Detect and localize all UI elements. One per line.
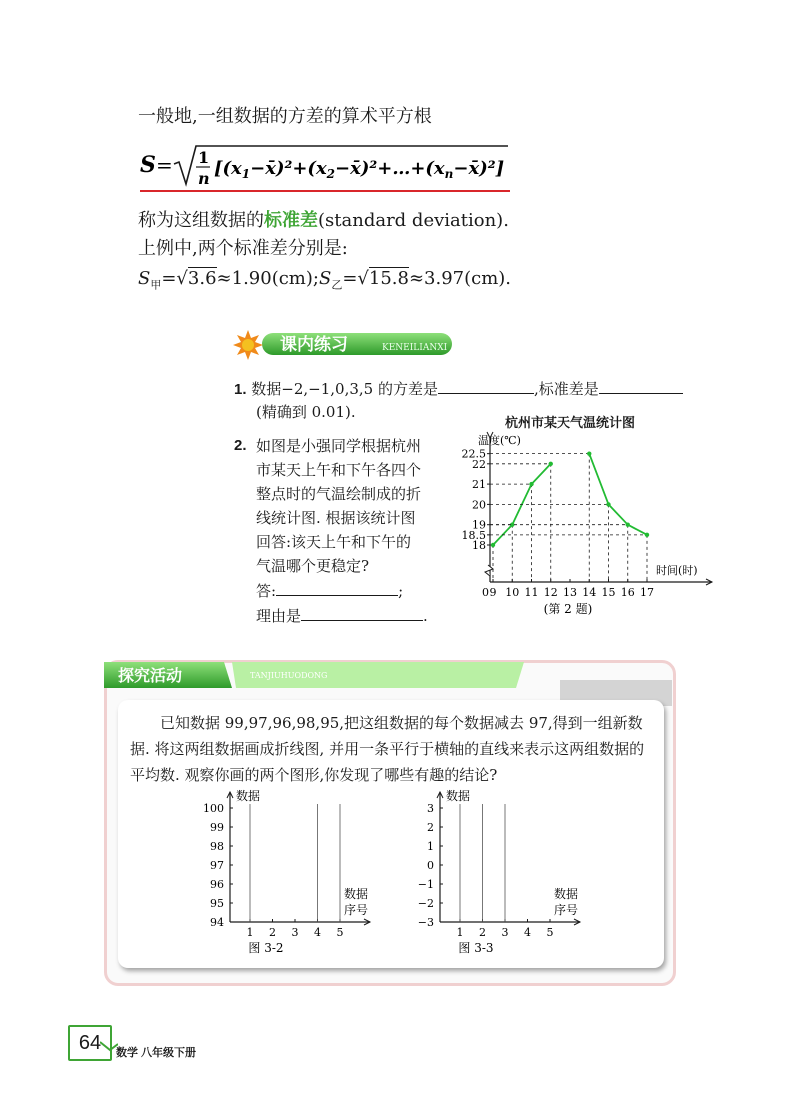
y-tick-label: 100 (203, 802, 224, 815)
chart-title: 杭州市某天气温统计图 (504, 415, 635, 430)
y-tick-label: 94 (210, 916, 224, 929)
y-tick-label: 2 (427, 821, 434, 834)
svg-text:TANJIUHUODONG: TANJIUHUODONG (250, 671, 328, 680)
axis-break (485, 565, 493, 576)
data-point (587, 451, 591, 455)
x-tick-label: 2 (479, 926, 486, 939)
formula-s: S (140, 152, 156, 178)
ex2-answer-blank[interactable] (276, 578, 398, 596)
x-axis-label-1: 数据 (554, 887, 579, 901)
exercise-2-text: 如图是小强同学根据杭州 市某天上午和下午各四个 整点时的气温绘制成的折 线统计图. 根据该统计图 回答:该天上午和下午的 气温哪个更稳定? 答: ; 理由是 . (256, 434, 436, 628)
ex1-blank-variance[interactable] (438, 376, 534, 394)
results-line: $S_甲=√3.6\approx 1.90(cm);S_乙=√15.8\approx 3.97(cm)$. (138, 268, 512, 292)
y-axis-label: 温度(℃) (478, 434, 521, 447)
x-tick-label: 5 (336, 926, 344, 939)
figure-caption: 图 3-3 (458, 941, 494, 955)
data-point (626, 523, 630, 527)
y-tick-label: 22.5 (461, 447, 486, 461)
data-point (606, 502, 610, 506)
y-tick-label: 99 (210, 821, 224, 834)
y-tick-label: −1 (417, 878, 434, 891)
x-tick-label: 17 (640, 586, 654, 599)
series-line-afternoon (589, 454, 647, 535)
exercise-2-number: 2. (234, 437, 247, 454)
x-tick-label: 14 (582, 586, 597, 599)
y-tick-label: 20 (472, 498, 486, 512)
ex2-reason-line: 理由是 . (256, 603, 436, 628)
figure-caption: 图 3-2 (248, 941, 284, 955)
data-point (529, 482, 533, 486)
x-tick-label: 4 (524, 926, 531, 939)
y-tick-label: 96 (210, 878, 224, 891)
std-dev-definition: 称为这组数据的标准差(standard deviation). (138, 210, 509, 231)
x-tick-label: 3 (291, 926, 299, 939)
std-dev-formula (140, 138, 510, 192)
x-tick-label: 5 (546, 926, 554, 939)
x-axis-label-1: 数据 (344, 887, 369, 901)
page-number: 64 (68, 1025, 112, 1061)
figure-3-3 (400, 786, 600, 962)
data-point (549, 462, 553, 466)
intro-text: 一般地,一组数据的方差的算术平方根 (138, 106, 432, 127)
exercise-1-note: (精确到 0.01). (256, 403, 356, 421)
y-tick-label: 95 (210, 897, 224, 910)
term-standard-deviation: 标准差 (264, 210, 318, 231)
ex1-blank-std[interactable] (599, 376, 683, 394)
y-tick-label: −2 (417, 897, 434, 910)
x-tick-label: 1 (456, 926, 464, 939)
formula-den: n (198, 169, 210, 188)
y-tick-label: 18.5 (461, 528, 486, 542)
data-point (491, 543, 495, 547)
x-axis-label: 时间(时) (656, 564, 698, 577)
formula-body: $[(x_1-x̄)^2+(x_2-x̄)^2+\dots+(x_n-x̄)^2]$ (214, 158, 505, 181)
book-title: 数学 八年级下册 (116, 1047, 197, 1059)
activity-text: 已知数据 99,97,96,98,95,把这组数据的每个数据减去 97,得到一组新数据. 将这两组数据画成折线图, 并用一条平行于横轴的直线来表示这两组数据的平均数. 观察你画的两个图形,你发现了哪些有趣的结论? (130, 714, 645, 784)
data-point (645, 533, 649, 537)
y-tick-label: 1 (427, 840, 434, 853)
y-tick-label: 19 (472, 518, 486, 532)
y-tick-label: −3 (417, 916, 434, 929)
x-tick-label: 13 (563, 586, 577, 599)
y-axis-label: 数据 (236, 789, 261, 803)
x-tick-label: 9 (489, 586, 497, 599)
x-tick-label: 1 (246, 926, 254, 939)
origin-label: 0 (482, 586, 489, 599)
x-tick-label: 3 (501, 926, 509, 939)
x-tick-label: 2 (269, 926, 276, 939)
activity-banner (104, 660, 524, 690)
x-tick-label: 4 (314, 926, 321, 939)
formula-eq: = (156, 153, 173, 177)
y-axis-label: 数据 (446, 789, 471, 803)
x-tick-label: 11 (524, 586, 539, 599)
chart-caption: (第 2 题) (543, 602, 593, 616)
temperature-line-chart (430, 430, 720, 620)
y-tick-label: 3 (427, 802, 434, 815)
example-line: 上例中,两个标准差分别是: (138, 238, 348, 259)
exercise-1: 1. 数据−2,−1,0,3,5 的方差是 ,标准差是 (234, 376, 714, 402)
svg-text:探究活动: 探究活动 (118, 666, 183, 685)
y-tick-label: 22 (472, 457, 486, 471)
ex2-reason-blank[interactable] (301, 603, 423, 621)
ex2-answer-line: 答: ; (256, 578, 436, 603)
formula-underline (140, 190, 510, 192)
x-tick-label: 16 (620, 586, 635, 599)
y-tick-label: 0 (427, 859, 434, 872)
y-tick-label: 97 (210, 859, 224, 872)
x-axis-label-2: 序号 (344, 903, 369, 917)
y-tick-label: 18 (472, 539, 486, 552)
x-axis-label-2: 序号 (554, 903, 579, 917)
figure-3-2 (190, 786, 390, 962)
y-tick-label: 21 (472, 478, 486, 492)
svg-text:KENEILIANXI: KENEILIANXI (382, 343, 448, 353)
formula-num: 1 (198, 148, 210, 167)
y-tick-label: 98 (210, 840, 224, 853)
svg-text:课内练习: 课内练习 (280, 335, 348, 355)
x-tick-label: 10 (505, 586, 520, 599)
x-tick-label: 12 (543, 586, 558, 599)
exercise-banner (232, 330, 454, 360)
x-tick-label: 15 (601, 586, 616, 599)
